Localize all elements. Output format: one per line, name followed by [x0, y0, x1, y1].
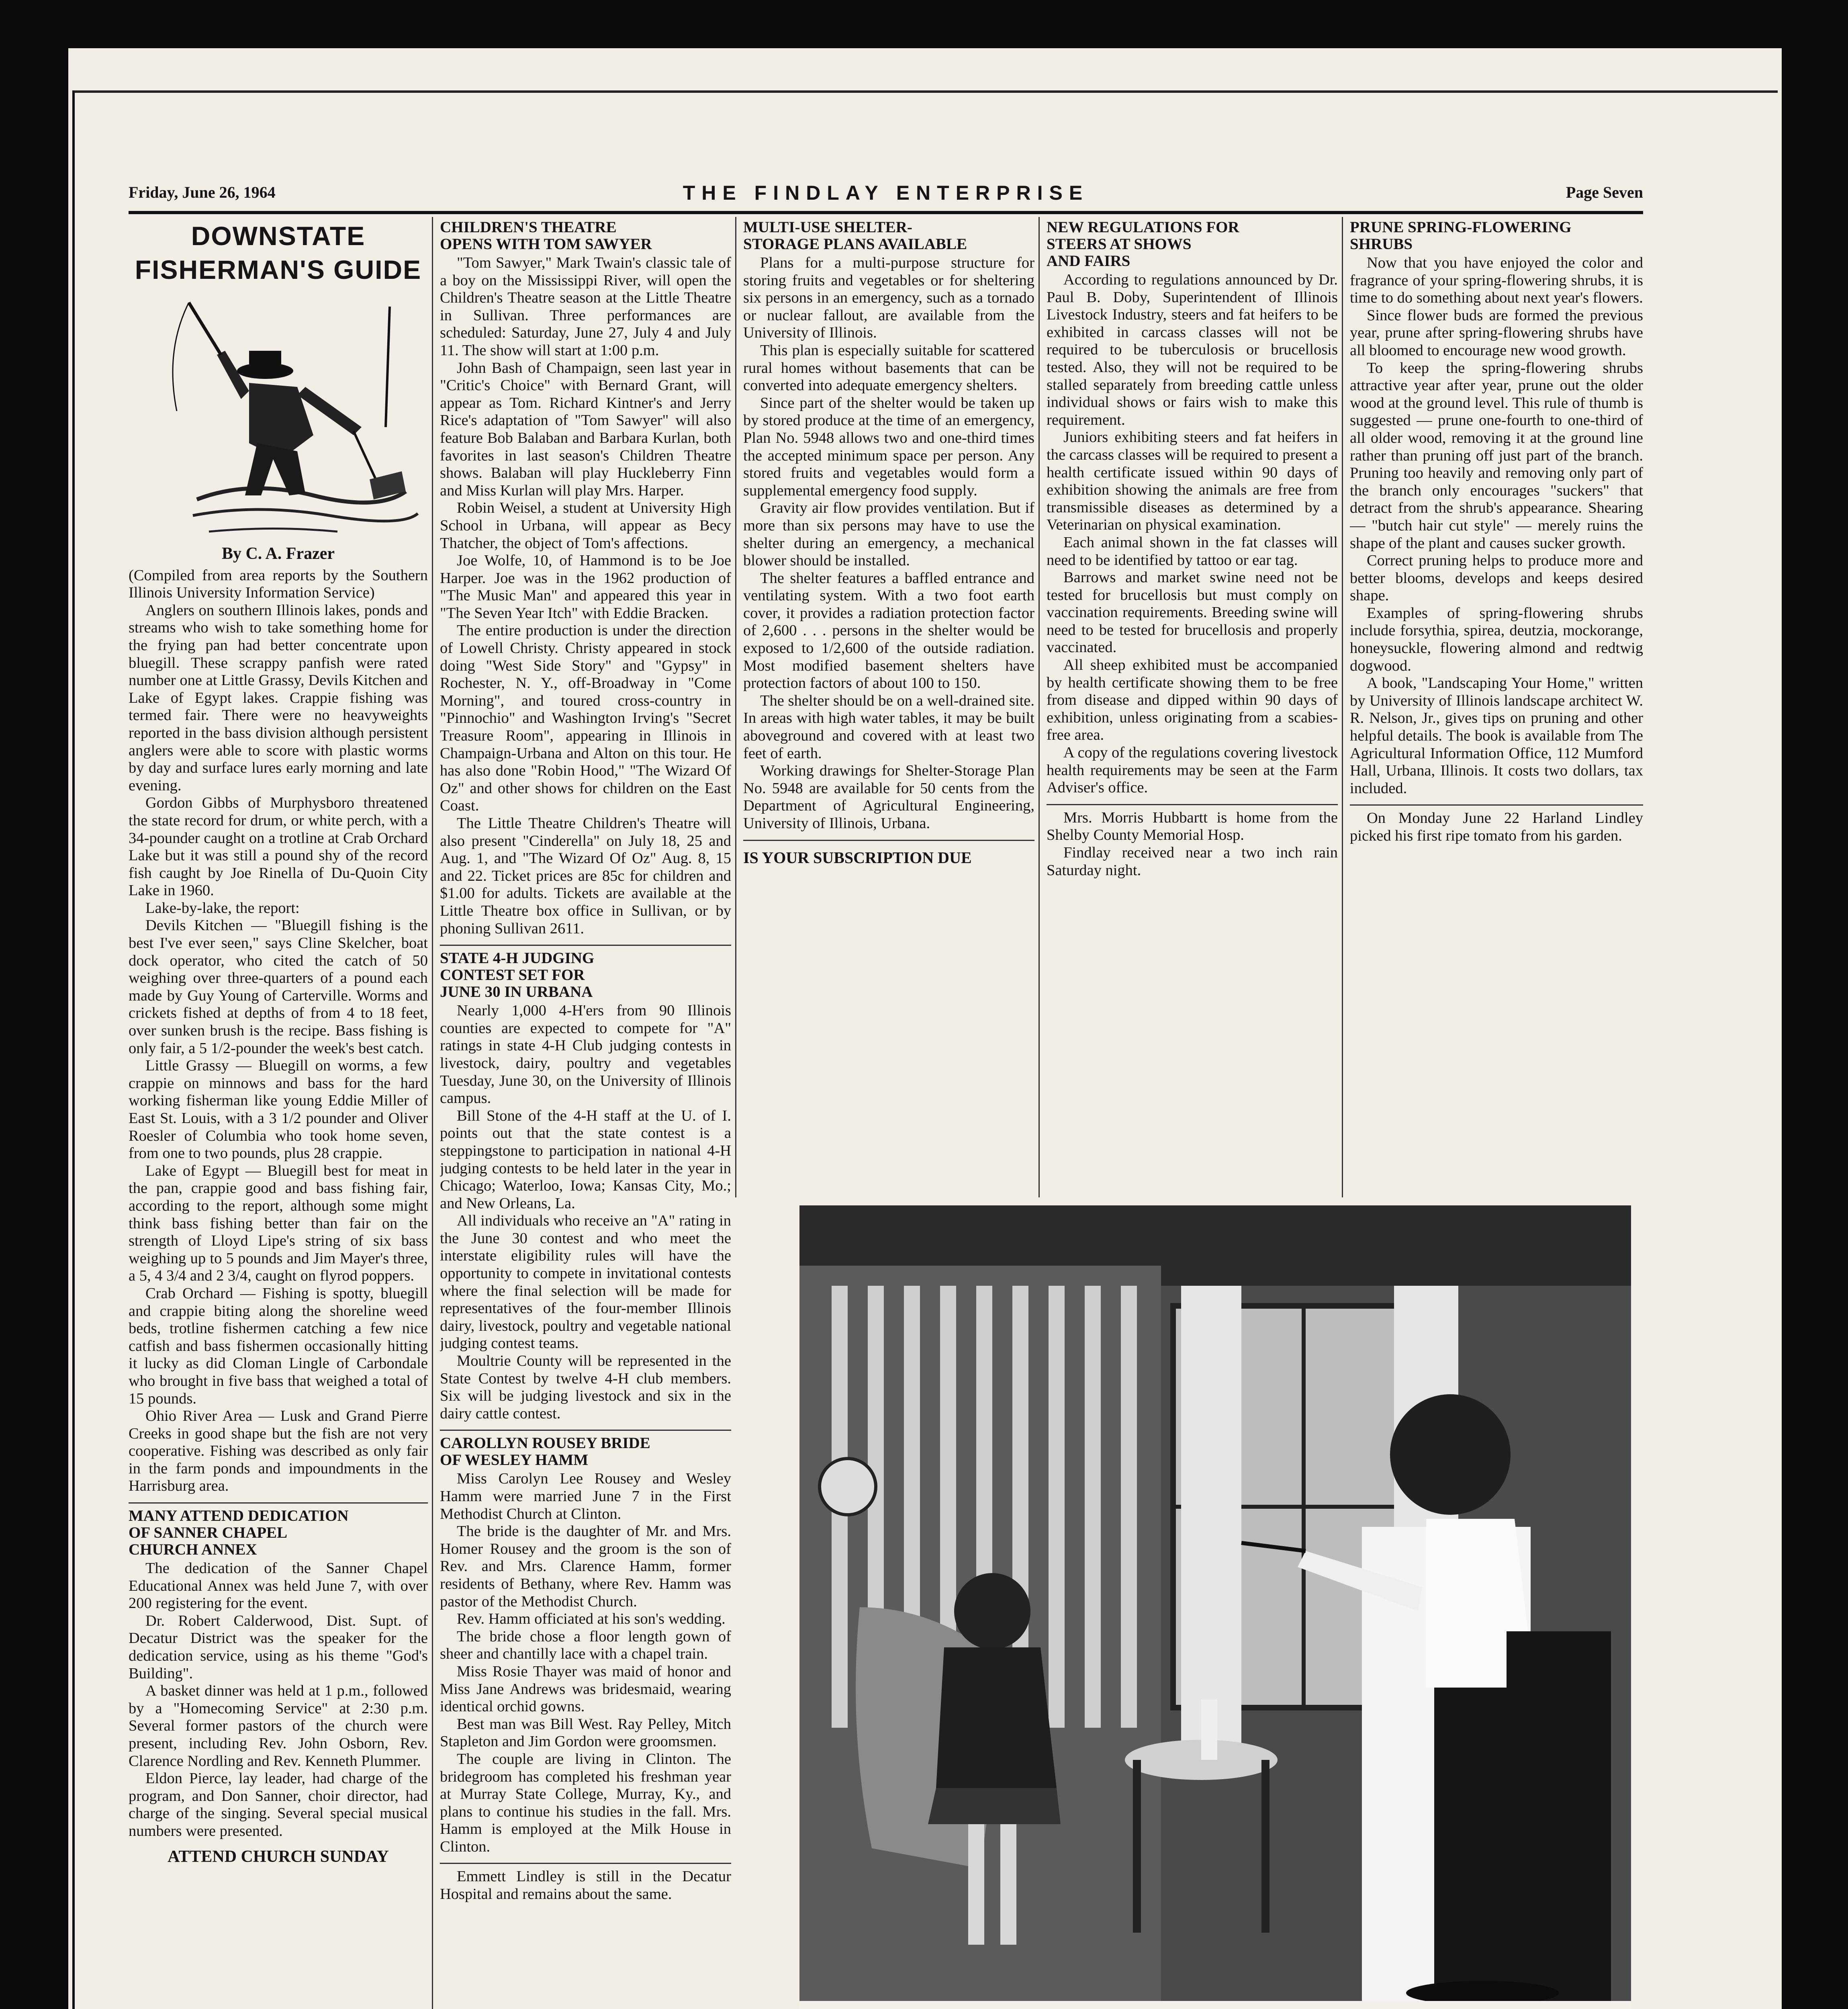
personal-note: Mrs. Morris Hubbartt is home from the Shelby County Memorial Hosp. — [1047, 809, 1338, 844]
sanner-chapel-article — [129, 1508, 428, 1866]
article-paragraph: Barrows and market swine need not be tested for brucellosis but must comply on vaccination requirements. Breeding swine will need to be tested for brucellosis and properly vaccinated. — [1047, 569, 1338, 656]
wedding-article — [440, 1435, 731, 1903]
article-paragraph: Miss Rosie Thayer was maid of honor and Miss Jane Andrews was bridesmaid, wearing identical orchid gowns. — [440, 1663, 731, 1715]
article-paragraph: Each animal shown in the fat classes will need to be identified by tattoo or ear tag. — [1047, 534, 1338, 569]
column-5 — [1350, 219, 1643, 1199]
judging-article — [440, 950, 731, 1422]
guide-paragraph: Gordon Gibbs of Murphysboro threatened the state record for drum, or white perch, with a 34-pounder caught on a trotline at Crab Orchard Lake but it was still a pound shy of the record fish caught by Joe Rinella of Du-Quoin City Lake in 1960. — [129, 794, 428, 899]
article-paragraph: The dedication of the Sanner Chapel Educational Annex was held June 7, with over 200 registering for the event. — [129, 1560, 428, 1612]
article-headline: MULTI-USE SHELTER- STORAGE PLANS AVAILABLE — [743, 219, 967, 253]
article-paragraph: Eldon Pierce, lay leader, had charge of the program, and Don Sanner, choir director, had charge of the singing. Several special musical numbers were presented. — [129, 1770, 428, 1839]
guide-paragraph: Crab Orchard — Fishing is spotty, bluegill and crappie biting along the shoreline weed beds, trotline fishermen catching a few nice catfish and bass fishermen occasionally hitting it lucky as did Cloman Lingle of Carbondale who brought in five bass that weighed a total of 15 pounds. — [129, 1285, 428, 1407]
column-4 — [1047, 219, 1338, 1199]
column-rule — [1038, 217, 1040, 1197]
article-divider — [1047, 804, 1338, 805]
article-paragraph: Dr. Robert Calderwood, Dist. Supt. of Decatur District was the speaker for the dedication service, using as his theme "God's Building". — [129, 1612, 428, 1682]
article-paragraph: The couple are living in Clinton. The bridegroom has completed his freshman year at Murray State College, Murray, Ky., and plans to continue his studies in the fall. Mrs. Hamm is employed at the Milk House in Clinton. — [440, 1750, 731, 1855]
article-paragraph: Since flower buds are formed the previous year, prune after spring-flowering shrubs have all bloomed to encourage new wood growth. — [1350, 307, 1643, 359]
fishing-guide-article — [129, 219, 428, 1495]
article-paragraph: Joe Wolfe, 10, of Hammond is to be Joe Harper. Joe was in the 1962 production of "The Music Man" and appeared this year in "The Seven Year Itch" with Eddie Bracken. — [440, 552, 731, 622]
article-paragraph: Examples of spring-flowering shrubs include forsythia, spirea, deutzia, mockorange, honeysuckle, flowering almond and redtwig dogwood. — [1350, 604, 1643, 674]
gas-air-conditioning-ad — [799, 1205, 1631, 2009]
article-headline: NEW REGULATIONS FOR STEERS AT SHOWS AND FAIRS — [1047, 219, 1239, 270]
article-paragraph: All sheep exhibited must be accompanied by health certificate showing them to be free from disease and dipped within 90 days of exhibition, unless originating from a scabies-free area. — [1047, 657, 1338, 744]
article-paragraph: The bride chose a floor length gown of sheer and chantilly lace with a chapel train. — [440, 1628, 731, 1663]
guide-paragraph: Devils Kitchen — "Bluegill fishing is the best I've ever seen," says Cline Skelcher, boat dock operator, who cited the catch of 50 weighing over three-quarters of a pound each made by Guy Young of Carterville. Worms and crickets fished at depths of from 4 to 18 feet, over sunken brush is the recipe. Bass fishing is only fair, a 5 1/2-pounder the week's best catch. — [129, 917, 428, 1057]
article-paragraph: The shelter should be on a well-drained site. In areas with high water tables, it may be built aboveground and covered with at least two feet of earth. — [743, 692, 1034, 762]
article-paragraph: The Little Theatre Children's Theatre will also present "Cinderella" on July 18, 25 and Aug. 1, and "The Wizard Of Oz" Aug. 8, 15 and 22. Ticket prices are 85c for children and $1.00 for adults. Tickets are available at the Little Theatre box office in Sullivan, or by phoning Sullivan 2611. — [440, 815, 731, 937]
guide-paragraph: Ohio River Area — Lusk and Grand Pierre Creeks in good shape but the fish are not very cooperative. Fishing was described as only fair in the farm ponds and impoundments in the Harrisburg area. — [129, 1408, 428, 1495]
church-notice: ATTEND CHURCH SUNDAY — [168, 1847, 389, 1866]
article-paragraph: Bill Stone of the 4-H staff at the U. of I. points out that the state contest is a steppingstone to participation in national 4-H judging contests to be held later in the year in Chicago; Waterloo, Iowa; Kansas City, Mo.; and New Orleans, La. — [440, 1107, 731, 1212]
article-paragraph: Rev. Hamm officiated at his son's wedding. — [457, 1610, 726, 1628]
article-divider — [743, 840, 1034, 841]
article-paragraph: According to regulations announced by Dr. Paul B. Doby, Superintendent of Illinois Livestock Industry, steers and fat heifers to be exhibited in carcass classes will not be required to be tuberculosis or brucellosis tested. Also, they will not be required to be stalled separately from breeding cattle unless individual shows or fairs wish to make this requirement. — [1047, 271, 1338, 428]
article-divider — [440, 1863, 731, 1864]
article-headline: MANY ATTEND DEDICATION OF SANNER CHAPEL CHURCH ANNEX — [129, 1507, 349, 1559]
article-paragraph: Correct pruning helps to produce more and better blooms, develops and keeps desired shape. — [1350, 552, 1643, 604]
article-headline: STATE 4-H JUDGING CONTEST SET FOR JUNE 30 IN URBANA — [440, 949, 595, 1001]
fishing-guide-title: DOWNSTATE FISHERMAN'S GUIDE — [135, 221, 422, 284]
article-paragraph: John Bash of Champaign, seen last year in "Critic's Choice" with Bernard Grant, will appear as Tom. Richard Kintner's and Jerry Rice's adaptation of "Tom Sawyer" will also feature Bob Balaban and Barbara Kurlan, both favorites in last season's Children Theatre shows. Balaban will play Huckleberry Finn and Miss Kurlan will play Mrs. Harper. — [440, 359, 731, 499]
article-paragraph: A copy of the regulations covering livestock health requirements may be seen at the Farm Adviser's office. — [1047, 744, 1338, 796]
article-paragraph: This plan is especially suitable for scattered rural homes without basements that can be converted into adequate emergency shelters. — [743, 342, 1034, 394]
guide-paragraph: Lake-by-lake, the report: — [145, 899, 300, 917]
article-divider — [1350, 804, 1643, 806]
newspaper-title: THE FINDLAY ENTERPRISE — [683, 182, 1089, 204]
article-paragraph: All individuals who receive an "A" rating in the June 30 contest and who meet the interstate eligibility rules will have the opportunity to compete in invitational contests where the final selection will be made for representatives of the four-member Illinois dairy, livestock, poultry and vegetable national judging contest teams. — [440, 1212, 731, 1352]
article-paragraph: The bride is the daughter of Mr. and Mrs. Homer Rousey and the groom is the son of Rev. and Mrs. Clarence Hamm, former residents of Bethany, where Rev. Hamm was pastor of the Methodist Church. — [440, 1523, 731, 1610]
article-paragraph: The shelter features a baffled entrance and ventilating system. With a two foot earth cover, it provides a radiation protection factor of 2,600 . . . persons in the shelter would be exposed to 1/2,600 of the outside radiation. Most modified basement shelters have protection factors of about 100 to 150. — [743, 569, 1034, 692]
article-paragraph: Best man was Bill West. Ray Pelley, Mitch Stapleton and Jim Gordon were groomsmen. — [440, 1715, 731, 1750]
article-paragraph: Since part of the shelter would be taken up by stored produce at the time of an emergency, Plan No. 5948 allows two and one-third times the accepted minimum space per person. Any stored fruits and vegetables would form a supplemental emergency food supply. — [743, 394, 1034, 499]
article-divider — [440, 945, 731, 946]
page-top-border — [72, 90, 1778, 93]
column-rule — [432, 217, 433, 2009]
article-paragraph: To keep the spring-flowering shrubs attractive year after year, prune out the older wood at the ground level. This rule of thumb is suggested — prune one-fourth to one-third of all older wood, removing it at the ground line rather than pruning off just part of the branch. Pruning too heavily and removing only part of the branch only encourages "suckers" that detract from the shrub's appearance. Shearing — "butch hair cut style" — merely ruins the shape of the plant and causes sucker growth. — [1350, 359, 1643, 552]
personal-note: On Monday June 22 Harland Lindley picked his first ripe tomato from his garden. — [1350, 810, 1643, 844]
fisherman-illustration — [129, 291, 428, 540]
article-paragraph: Plans for a multi-purpose structure for storing fruits and vegetables or for sheltering six persons in an emergency, such as a tornado or nuclear fallout, are available from the University of Illinois. — [743, 254, 1034, 342]
article-paragraph: Now that you have enjoyed the color and fragrance of your spring-flowering shrubs, it is time to do something about next year's flowers. — [1350, 254, 1643, 307]
article-paragraph: A book, "Landscaping Your Home," written by University of Illinois landscape architect W. R. Nelson, Jr., gives tips on pruning and other helpful details. The book is available from The Agricultural Information Office, 112 Mumford Hall, Urbana, Illinois. It costs two dollars, tax included. — [1350, 675, 1643, 797]
article-paragraph: Moultrie County will be represented in the State Contest by twelve 4-H club members. Six will be judging livestock and six in the dairy cattle contest. — [440, 1352, 731, 1422]
personal-note: Findlay received near a two inch rain Saturday night. — [1047, 844, 1338, 879]
subscription-notice: IS YOUR SUBSCRIPTION DUE — [743, 848, 972, 867]
guide-paragraph: Anglers on southern Illinois lakes, ponds and streams who wish to take something home for the frying pan had better concentrate upon bluegill. These scrappy panfish were rated number one at Little Grassy, Devils Kitchen and Lake of Egypt lakes. Crappie fishing was termed fair. There were no heavyweights reported in the bass division although persistent anglers were able to score with plastic worms by day and surface lures early morning and late evening. — [129, 601, 428, 794]
column-2 — [440, 219, 731, 2009]
article-divider — [440, 1430, 731, 1431]
article-paragraph: Juniors exhibiting steers and fat heifers in the carcass classes will be required to present a health certificate issued within 90 days of exhibition showing the animals are free from transmissible diseases as determined by a Veterinarian on physical examination. — [1047, 429, 1338, 534]
masthead — [129, 183, 1643, 214]
page-number: Page Seven — [1566, 183, 1643, 201]
article-paragraph: Gravity air flow provides ventilation. But if more than six persons may have to use the shelter during an emergency, a mechanical blower should be installed. — [743, 499, 1034, 569]
article-paragraph: A basket dinner was held at 1 p.m., followed by a "Homecoming Service" at 2:30 p.m. Several former pastors of the church were present, including Rev. John Osborn, Rev. Clarence Nordling and Rev. Kenneth Plummer. — [129, 1682, 428, 1770]
guide-paragraph: Little Grassy — Bluegill on worms, a few crappie on minnows and bass for the hard working fisherman like young Eddie Miller of East St. Louis, with a 3 1/2 pounder and Oliver Roesler of Columbia who took home seven, from one to two pounds, plus 28 crappie. — [129, 1057, 428, 1162]
guide-intro: (Compiled from area reports by the Southern Illinois University Information Service) — [129, 567, 428, 601]
personal-note: Emmett Lindley is still in the Decatur Hospital and remains about the same. — [440, 1868, 731, 1903]
ad-photo — [799, 1205, 1631, 2001]
column-rule — [1342, 217, 1343, 1197]
article-paragraph: Working drawings for Shelter-Storage Plan No. 5948 are available for 50 cents from the Department of Agricultural Engineering, University of Illinois, Urbana. — [743, 762, 1034, 832]
article-paragraph: "Tom Sawyer," Mark Twain's classic tale of a boy on the Mississippi River, will open the Children's Theatre season at the Little Theatre in Sullivan. Three performances are scheduled: Saturday, June 27, July 4 and July 11. The show will start at 1:00 p.m. — [440, 254, 731, 359]
article-paragraph: Robin Weisel, a student at University High School in Urbana, will appear as Becy Thatcher, the object of Tom's affections. — [440, 499, 731, 552]
article-headline: CAROLLYN ROUSEY BRIDE OF WESLEY HAMM — [440, 1434, 650, 1469]
article-paragraph: Miss Carolyn Lee Rousey and Wesley Hamm were married June 7 in the First Methodist Church at Clinton. — [440, 1470, 731, 1522]
article-headline: CHILDREN'S THEATRE OPENS WITH TOM SAWYER — [440, 219, 652, 253]
theatre-article — [440, 219, 731, 937]
column-1 — [129, 219, 428, 2009]
page-left-border — [72, 90, 75, 2009]
article-headline: PRUNE SPRING-FLOWERING SHRUBS — [1350, 219, 1572, 253]
byline: By C. A. Frazer — [221, 544, 335, 563]
article-paragraph: Nearly 1,000 4-H'ers from 90 Illinois counties are expected to compete for "A" ratings in state 4-H Club judging contests in livestock, dairy, poultry and vegetables Tuesday, June 30, on the University of Illinois campus. — [440, 1002, 731, 1107]
column-3 — [743, 219, 1034, 1199]
issue-date: Friday, June 26, 1964 — [129, 183, 276, 201]
article-divider — [129, 1502, 428, 1504]
column-rule — [735, 217, 736, 1197]
article-paragraph: The entire production is under the direction of Lowell Christy. Christy appeared in stock doing "West Side Story" and "Gypsy" in Rochester, N. Y., off-Broadway in "Come Morning", and toured cross-country in "Pinnochio" and Washington Irving's "Secret Treasure Room", appearing in Illinois in Champaign-Urbana and Alton on this tour. He has also done "Robin Hood," "The Wizard Of Oz" and other shows for children on the East Coast. — [440, 622, 731, 814]
guide-paragraph: Lake of Egypt — Bluegill best for meat in the pan, crappie good and bass fishing fair, according to the report, although some might think bass fishing better than fair on the strength of Lloyd Lipe's string of six bass weighing up to 5 pounds and Jim Mayer's three, a 5, 4 3/4 and 2 3/4, caught on flyrod poppers. — [129, 1162, 428, 1285]
